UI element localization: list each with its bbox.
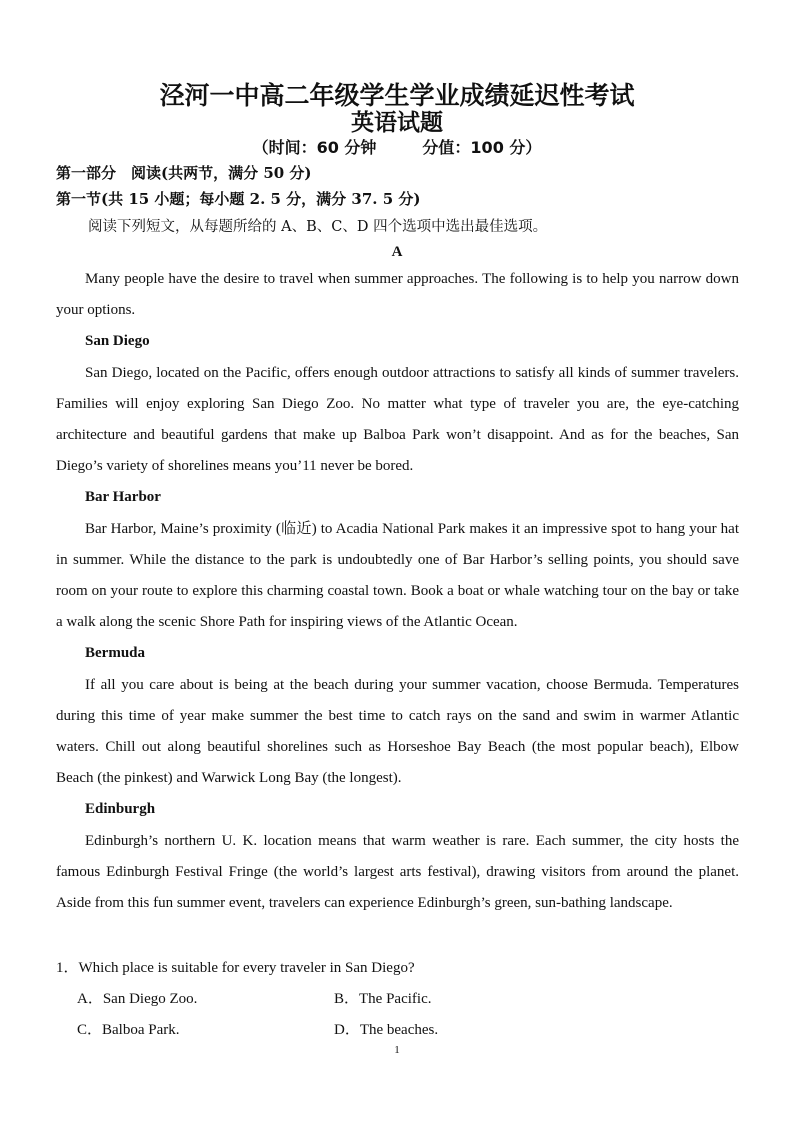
- passage-body: [56, 264, 739, 919]
- section-heading-bermuda: Bermuda: [85, 645, 145, 662]
- question-1-option-a: A．San Diego Zoo.: [77, 991, 198, 1007]
- passage-intro: Many people have the desire to travel when summer approaches. The following is to help you narrow down your options.: [56, 271, 739, 319]
- part-heading: 第一部分 阅读(共两节，满分 50 分): [56, 164, 312, 182]
- time-label: （时间：60 分钟: [252, 138, 377, 157]
- question-1-stem: 1．Which place is suitable for every traveler in San Diego?: [56, 960, 415, 976]
- question-1-option-d: D．The beaches.: [334, 1022, 439, 1038]
- question-1-option-b: B．The Pacific.: [334, 991, 432, 1007]
- exam-meta: [0, 135, 794, 158]
- section-heading-bar-harbor: Bar Harbor: [85, 489, 161, 506]
- section-text-bar-harbor: Bar Harbor, Maine’s proximity (临近) to Acadia National Park makes it an impressive spot to hang your hat in summer. While the distance to the park is undoubtedly one of Bar Harbor’s selling points, you should save room on your route to explore this charming coastal town. Book a boat or whale watching tour on the bay or take a walk along the scenic Shore Path for inspiring views of the Atlantic Ocean.: [56, 520, 739, 631]
- exam-subtitle: 英语试题: [351, 110, 443, 136]
- section-text-san-diego: San Diego, located on the Pacific, offers enough outdoor attractions to satisfy all kinds of summer travelers. Families will enjoy exploring San Diego Zoo. No matter what type of traveler you are, the eye-catching architecture and beautiful gardens that make up Balboa Park won’t disappoint. And as for the beaches, San Diego’s variety of shorelines means you’11 never be bored.: [56, 364, 739, 475]
- exam-title: 泾河一中高二年级学生学业成绩延迟性考试: [159, 81, 635, 110]
- page-number: 1: [394, 1044, 400, 1056]
- instruction-text: 阅读下列短文，从每题所给的 A、B、C、D 四个选项中选出最佳选项。: [88, 219, 548, 235]
- question-1-option-c: C．Balboa Park.: [77, 1022, 180, 1038]
- section-heading-san-diego: San Diego: [85, 333, 150, 350]
- score-label: 分值：100 分）: [422, 138, 542, 157]
- section-text-bermuda: If all you care about is being at the beach during your summer vacation, choose Bermuda. Temperatures during this time of year make summer the best time to catch rays on the sand and swim in warmer Atlantic waters. Chill out along beautiful shorelines such as Horseshoe Bay Beach (the most popular beach), Elbow Beach (the pinkest) and Warwick Long Bay (the longest).: [56, 676, 739, 787]
- section-heading: 第一节(共 15 小题；每小题 2. 5 分，满分 37. 5 分): [56, 190, 421, 208]
- passage-label: A: [391, 244, 403, 260]
- section-text-edinburgh: Edinburgh’s northern U. K. location means that warm weather is rare. Each summer, the city hosts the famous Edinburgh Festival Fringe (the world’s largest arts festival), drawing visitors from around the planet. Aside from this fun summer event, travelers can experience Edinburgh’s green, sun-bathing landscape.: [56, 832, 739, 912]
- section-heading-edinburgh: Edinburgh: [85, 801, 156, 818]
